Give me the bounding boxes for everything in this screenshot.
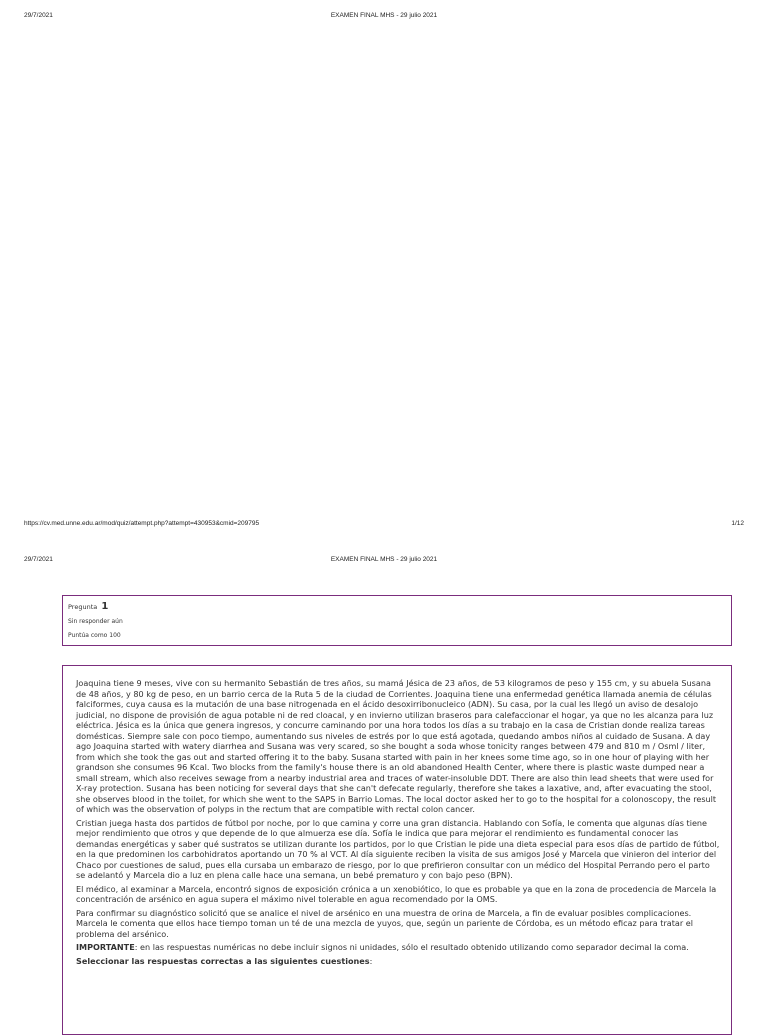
page-number: 1/12 (731, 520, 744, 527)
question-paragraph: El médico, al examinar a Marcela, encontró signos de exposición crónica a un xenobiótico, lo que es probable ya que en la zona de procedencia de Marcela la concentración de arsénico en agua supera el máximo nivel tolerable en agua recomendado por la OMS. (76, 883, 717, 904)
important-note (76, 942, 721, 953)
question-paragraph: Joaquina tiene 9 meses, vive con su hermanito Sebastián de tres años, su mamá Jésica de 23 años, de 53 kilogramos de peso y 155 cm, y su abuela Susana de 48 años, y 80 kg de peso, en un barrio cerca de la Ruta 5 de la ciudad de Corrientes. Joaquina tiene una enfermedad genética llamada anemia de células falciformes, cuya causa es la mutación de una base nitrogenada en el ácido desoxirribonucleico (ADN). Su casa, por la cual les llegó un aviso de desalojo judicial, no dispone de provisión de agua potable ni de red cloacal, y en invierno utilizan braseros para calefaccionar el hogar, ya que no les alcanza para luz eléctrica. Jésica es la única que genera ingresos, y concurre caminando por una hora todos los días a su trabajo en la casa de Cristian donde realiza tareas domésticas. Siempre sale con poco tiempo, aumentando sus niveles de estrés por lo que está agotada, quedando ambos niños al cuidado de Susana. A day ago Joaquina started with watery diarrhea and Susana was very scared, so she bought a soda whose tonicity ranges between 479 and 810 m / Osml / liter, from which she took the gas out and started offering it to the baby. Susana started with pain in her knees some time ago, so in one hour of playing with her grandson she consumes 96 Kcal. Two blocks from the family's house there is an old abandoned Health Center, where there is plastic waste dumped near a small stream, which also receives sewage from a nearby industrial area and traces of water-insoluble DDT. There are also thin lead sheets that were used for X-ray protection. Susana has been noticing for several days that she can't defecate regularly, therefore she takes a laxative, and, after evacuating the stool, she observes blood in the toilet, for which she went to the SAPS in Barrio Lomas. The local doctor asked her to go to the hospital for a colonoscopy, the result of which was the observation of polyps in the rectum that are compatible with rectal colon cancer. (76, 678, 717, 814)
instruction (76, 956, 721, 967)
page-footer (0, 520, 768, 534)
question-number: 1 (101, 601, 109, 612)
header-title: EXAMEN FINAL MHS - 29 julio 2021 (330, 12, 438, 19)
important-text: : en las respuestas numéricas no debe incluir signos ni unidades, sólo el resultado obtenido utilizando como separador decimal la coma. (134, 942, 689, 952)
question-label-text: Pregunta (68, 603, 98, 611)
header-date: 29/7/2021 (24, 556, 53, 563)
question-status: Sin responder aún (68, 618, 123, 625)
page-header (0, 556, 768, 570)
question-paragraph: Para confirmar su diagnóstico solicitó que se analice el nivel de arsénico en una muestra de orina de Marcela, a fin de evaluar posibles complicaciones. Marcela le comenta que ellos hace tiempo toman un té de una mezcla de yuyos, que, según un pariente de Córdoba, es un método eficaz para tratar el problema del arsénico. (76, 907, 694, 939)
header-title: EXAMEN FINAL MHS - 29 julio 2021 (330, 556, 438, 563)
question-content-box (62, 665, 732, 1035)
instruction-colon: : (369, 955, 373, 966)
question-info-box (62, 595, 732, 646)
question-paragraph: Cristian juega hasta dos partidos de fútbol por noche, por lo que camina y corre una gran distancia. Hablando con Sofía, le comenta que algunas días tiene mejor rendimiento que otros y que depende de lo que almuerza ese día. Sofía le indica que para mejorar el rendimiento es fundamental conocer las demandas energéticas y saber qué sustratos se utilizan durante los partidos, por lo que Cristian le pide una dieta especial para esos días de partido de fútbol, en la que predominen los carbohidratos aportando un 70 % al VCT. Al día siguiente reciben la visita de sus amigos José y Marcela que vinieron del interior del Chaco por cuestiones de salud, pues ella cursaba un embarazo de riesgo, por lo que prefirieron consultar con un médico del Hospital Perrando pero el parto se adelantó y Marcela dio a luz en plena calle hace una semana, un bebé prematuro y con bajo peso (BPN). (76, 817, 720, 880)
question-score: Puntúa como 100 (68, 632, 121, 639)
question-label (68, 601, 108, 612)
important-label: IMPORTANTE (76, 942, 135, 952)
instruction-label: Seleccionar las respuestas correctas a las siguientes cuestiones (76, 955, 370, 966)
page-header (0, 12, 768, 26)
footer-url: https://cv.med.unne.edu.ar/mod/quiz/attempt.php?attempt=430953&cmid=209795 (24, 520, 260, 527)
header-date: 29/7/2021 (24, 12, 53, 19)
